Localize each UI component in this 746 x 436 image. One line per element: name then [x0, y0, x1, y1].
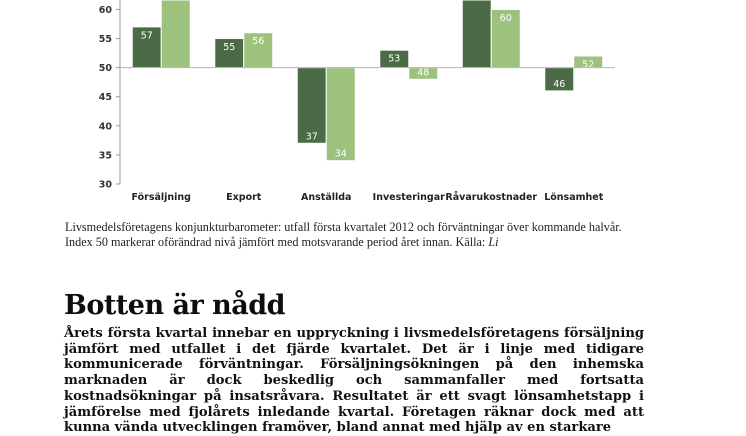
- data-label: 46: [553, 78, 566, 90]
- y-tick-label: 35: [98, 150, 112, 162]
- data-label: 37: [305, 131, 318, 143]
- data-label: 55: [223, 42, 236, 54]
- category-label: Råvarukostnader: [445, 192, 538, 203]
- category-label: Försäljning: [131, 192, 191, 203]
- category-label: Anställda: [301, 192, 352, 203]
- business-barometer-chart: [90, 0, 630, 205]
- caption-line-1: Livsmedelsföretagens konjunkturbarometer: utfall första kvartalet 2012 och förväntningar över kommande halvår.: [65, 220, 622, 234]
- y-tick-label: 55: [98, 34, 112, 46]
- bar: [326, 68, 355, 161]
- article-body: Årets första kvartal innebar en uppryckning i livsmedelsföretagens försäljning jämfört med utfallet i det fjärde kvartalet. Det är i linje med tidigare kommunicerade förväntningar. Försäljningsökningen på den inhemska marknaden är dock beskedlig och sammanfaller med fortsatta kostnadsökningar på insatsråvara. Resultatet är ett svagt lönsamhetstapp i jämförelse med fjolårets inledande kvartal. Företagen räknar dock med att kunna vända utvecklingen framöver, bland annat med hjälp av en starkare: [64, 326, 644, 436]
- y-tick-label: 50: [98, 63, 112, 75]
- y-tick-label: 30: [98, 179, 112, 191]
- bar: [462, 0, 491, 68]
- data-label: 56: [252, 36, 265, 48]
- y-tick-label: 60: [98, 4, 112, 16]
- category-label: Export: [226, 192, 262, 203]
- category-label: Lönsamhet: [544, 192, 604, 203]
- caption-line-2-text: Index 50 markerar oförändrad nivå jämfört med motsvarande period året innan. Källa:: [65, 235, 489, 249]
- category-label: Investeringar: [372, 192, 445, 203]
- y-tick-label: 40: [98, 121, 112, 133]
- data-label: 60: [499, 12, 512, 24]
- chart-caption: [65, 220, 705, 250]
- data-label: 52: [582, 59, 595, 71]
- data-label: 57: [140, 30, 153, 42]
- bar: [161, 0, 190, 68]
- caption-line-2: [65, 235, 705, 250]
- article-heading: Botten är nådd: [64, 290, 285, 321]
- caption-source: Li: [488, 235, 499, 249]
- y-tick-label: 45: [98, 92, 112, 104]
- data-label: 48: [417, 67, 430, 79]
- data-label: 34: [334, 148, 347, 160]
- data-label: 53: [388, 53, 401, 65]
